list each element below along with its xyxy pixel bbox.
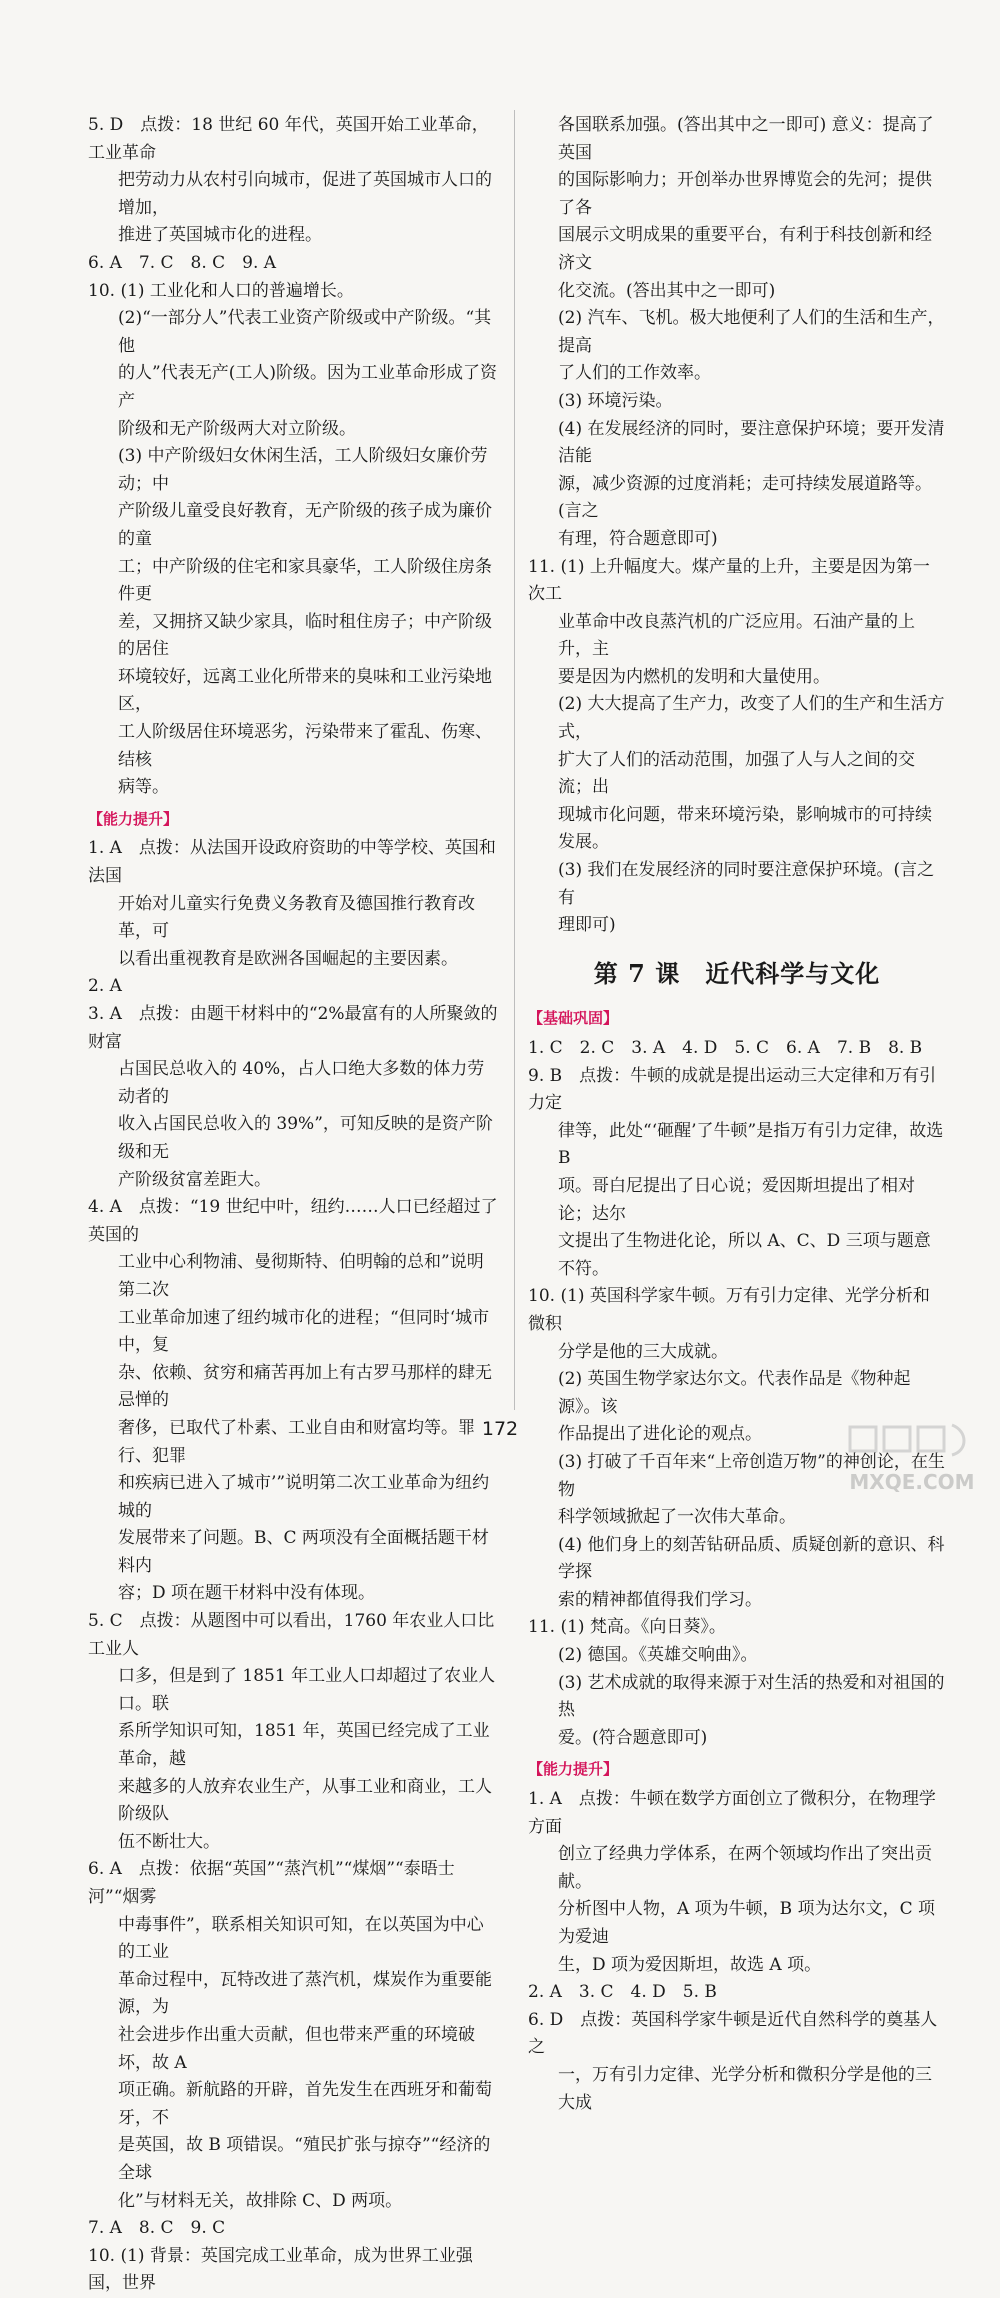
text-line: (2) 德国。《英雄交响曲》。 bbox=[558, 1645, 758, 1666]
text-line: 10. (1) 英国科学家牛顿。万有引力定律、光学分析和微积 bbox=[528, 1286, 930, 1334]
text-line: (2) 英国生物学家达尔文。代表作品是《物种起源》。该 bbox=[558, 1369, 911, 1417]
text-line: 的人”代表无产(工人)阶级。因为工业革命形成了资产 bbox=[118, 363, 497, 411]
text-line: 来越多的人放弃农业生产，从事工业和商业，工人阶级队 bbox=[118, 1776, 492, 1825]
text-line: 化交流。(答出其中之一即可) bbox=[558, 280, 776, 301]
text-line: 文提出了生物进化论，所以 A、C、D 三项与题意不符。 bbox=[558, 1231, 931, 1279]
text-line: 以看出重视教育是欧洲各国崛起的主要因素。 bbox=[118, 948, 458, 969]
text-line: 了人们的工作效率。 bbox=[558, 363, 711, 384]
text-line: (3) 艺术成就的取得来源于对生活的热爱和对祖国的热 bbox=[558, 1672, 945, 1721]
section-badge bbox=[88, 806, 500, 834]
text-line: 工业中心利物浦、曼彻斯特、伯明翰的总和”说明第二次 bbox=[118, 1252, 484, 1300]
left-column bbox=[88, 112, 500, 2298]
page-number: 172 bbox=[481, 1418, 519, 1440]
text-line: 3. A 点拨：由题干材料中的“2%最富有的人所聚敛的财富 bbox=[88, 1004, 498, 1052]
answer-item bbox=[88, 973, 500, 1001]
text-line: (3) 环境污染。 bbox=[558, 390, 673, 411]
answer-item bbox=[88, 2215, 500, 2243]
section-badge bbox=[528, 1005, 946, 1033]
text-line: 1. A 点拨：从法国开设政府资助的中等学校、英国和法国 bbox=[88, 838, 496, 887]
text-line: 收入占国民总收入的 39%”，可知反映的是资产阶级和无 bbox=[118, 1114, 493, 1162]
text-line: 国展示文明成果的重要平台，有利于科技创新和经济文 bbox=[558, 225, 932, 273]
text-line: 发展带来了问题。B、C 两项没有全面概括题干材料内 bbox=[118, 1528, 489, 1576]
text-line: 1. C 2. C 3. A 4. D 5. C 6. A 7. B 8. B bbox=[528, 1038, 923, 1058]
text-line: 2. A 3. C 4. D 5. B bbox=[528, 1982, 717, 2003]
text-line: 各国联系加强。(答出其中之一即可) 意义：提高了英国 bbox=[558, 115, 934, 163]
text-line: 10. (1) 工业化和人口的普遍增长。 bbox=[88, 280, 354, 301]
svg-text:MXQE.COM: MXQE.COM bbox=[849, 1470, 975, 1494]
text-line: 11. (1) 梵高。《向日葵》。 bbox=[528, 1617, 726, 1638]
answer-item bbox=[528, 554, 946, 940]
column-divider bbox=[514, 110, 515, 1410]
text-line: 扩大了人们的活动范围，加强了人与人之间的交流；出 bbox=[558, 749, 915, 798]
answer-item bbox=[528, 112, 946, 554]
text-line: 工人阶级居住环境恶劣，污染带来了霍乱、伤寒、结核 bbox=[118, 722, 492, 770]
text-line: 口多，但是到了 1851 年工业人口却超过了农业人口。联 bbox=[118, 1666, 496, 1714]
answer-item bbox=[88, 1194, 500, 1608]
answer-item bbox=[88, 1856, 500, 2215]
text-line: 项。哥白尼提出了日心说；爱因斯坦提出了相对论；达尔 bbox=[558, 1175, 915, 1224]
text-line: 6. A 7. C 8. C 9. A bbox=[88, 252, 277, 273]
answer-item bbox=[88, 2243, 500, 2298]
text-line: 11. (1) 上升幅度大。煤产量的上升，主要是因为第一次工 bbox=[528, 556, 930, 605]
text-line: 律等，此处“‘砸醒’了牛顿”是指万有引力定律，故选 B bbox=[558, 1120, 944, 1169]
text-line: 和疾病已进入了城市’”说明第二次工业革命为纽约城的 bbox=[118, 1473, 490, 1521]
text-line: 中毒事件”，联系相关知识可知，在以英国为中心的工业 bbox=[118, 1914, 484, 1963]
text-line: 分析图中人物，A 项为牛顿，B 项为达尔文，C 项为爱迪 bbox=[558, 1899, 935, 1947]
answer-item bbox=[528, 2007, 946, 2117]
text-line: 【能力提升】 bbox=[88, 809, 179, 828]
text-line: 是英国，故 B 项错误。“殖民扩张与掠夺”“经济的全球 bbox=[118, 2135, 491, 2183]
text-line: 把劳动力从农村引向城市，促进了英国城市人口的增加， bbox=[118, 170, 492, 218]
text-line: 开始对儿童实行免费义务教育及德国推行教育改革，可 bbox=[118, 893, 475, 942]
text-line: (4) 在发展经济的同时，要注意保护环境；要开发清洁能 bbox=[558, 418, 945, 467]
text-line: 革命过程中，瓦特改进了蒸汽机，煤炭作为重要能源，为 bbox=[118, 1969, 492, 2018]
answer-item bbox=[528, 1035, 946, 1063]
text-line: 5. D 点拨：18 世纪 60 年代，英国开始工业革命，工业革命 bbox=[88, 115, 489, 163]
text-line: (3) 打破了千百年来“上帝创造万物”的神创论，在生物 bbox=[558, 1451, 945, 1500]
text-line: 爱。(符合题意即可) bbox=[558, 1727, 708, 1748]
lesson-title bbox=[528, 960, 946, 988]
text-line: 2. A bbox=[88, 976, 122, 997]
text-line: 【基础巩固】 bbox=[528, 1009, 619, 1028]
text-line: 的国际影响力；开创举办世界博览会的先河；提供了各 bbox=[558, 170, 932, 218]
text-line: 4. A 点拨：“19 世纪中叶，纽约……人口已经超过了英国的 bbox=[88, 1197, 498, 1245]
text-line: 7. A 8. C 9. C bbox=[88, 2218, 226, 2239]
text-line: 系所学知识可知，1851 年，英国已经完成了工业革命，越 bbox=[118, 1721, 490, 1770]
text-line: 奢侈，已取代了朴素、工业自由和财富均等。罪行、犯罪 bbox=[118, 1417, 475, 1466]
text-line: 社会进步作出重大贡献，但也带来严重的环境破坏，故 A bbox=[118, 2024, 475, 2073]
answer-item bbox=[528, 1979, 946, 2007]
text-line: 理即可) bbox=[558, 915, 616, 936]
text-line: 6. A 点拨：依据“英国”“蒸汽机”“煤烟”“泰晤士河”“烟雾 bbox=[88, 1859, 455, 1907]
answer-item bbox=[88, 250, 500, 278]
text-line: 产阶级贫富差距大。 bbox=[118, 1169, 271, 1190]
answer-item bbox=[528, 1614, 946, 1752]
right-column bbox=[528, 112, 946, 2117]
text-line: (2)“一部分人”代表工业资产阶级或中产阶级。“其他 bbox=[118, 308, 492, 356]
text-line: 作品提出了进化论的观点。 bbox=[558, 1424, 762, 1445]
text-line: 差，又拥挤又缺少家具，临时租住房子；中产阶级的居住 bbox=[118, 611, 492, 660]
text-line: (2) 汽车、飞机。极大地便利了人们的生活和生产，提高 bbox=[558, 308, 945, 356]
text-line: 【能力提升】 bbox=[528, 1760, 619, 1779]
text-line: 工业革命加速了纽约城市化的进程；“但同时‘城市中，复 bbox=[118, 1307, 490, 1356]
text-line: 产阶级儿童受良好教育，无产阶级的孩子成为廉价的童 bbox=[118, 501, 492, 549]
answer-item bbox=[88, 278, 500, 802]
text-line: (4) 他们身上的刻苦钻研品质、质疑创新的意识、科学探 bbox=[558, 1534, 945, 1583]
text-line: 病等。 bbox=[118, 777, 169, 798]
text-line: 创立了经典力学体系，在两个领域均作出了突出贡献。 bbox=[558, 1844, 932, 1892]
answer-item bbox=[528, 1786, 946, 1979]
text-line: 第 7 课 近代科学与文化 bbox=[593, 958, 881, 988]
text-line: 项正确。新航路的开辟，首先发生在西班牙和葡萄牙，不 bbox=[118, 2080, 492, 2128]
text-line: 现城市化问题，带来环境污染，影响城市的可持续发展。 bbox=[558, 804, 932, 853]
text-line: 科学领域掀起了一次伟大革命。 bbox=[558, 1507, 796, 1528]
text-line: 1. A 点拨：牛顿在数学方面创立了微积分，在物理学方面 bbox=[528, 1789, 936, 1837]
watermark-logo bbox=[842, 1417, 982, 1499]
answer-item bbox=[88, 112, 500, 250]
text-line: 一，万有引力定律、光学分析和微积分学是他的三大成 bbox=[558, 2064, 932, 2113]
section-badge bbox=[528, 1756, 946, 1784]
answer-item bbox=[88, 1608, 500, 1856]
text-line: 阶级和无产阶级两大对立阶级。 bbox=[118, 418, 356, 439]
text-line: 索的精神都值得我们学习。 bbox=[558, 1589, 762, 1610]
text-line: 占国民总收入的 40%，占人口绝大多数的体力劳动者的 bbox=[118, 1059, 485, 1107]
text-line: 伍不断壮大。 bbox=[118, 1831, 220, 1852]
text-line: 6. D 点拨：英国科学家牛顿是近代自然科学的奠基人之 bbox=[528, 2009, 938, 2058]
text-line: 要是因为内燃机的发明和大量使用。 bbox=[558, 666, 830, 687]
text-line: 业革命中改良蒸汽机的广泛应用。石油产量的上升，主 bbox=[558, 611, 915, 660]
text-line: 生，D 项为爱因斯坦，故选 A 项。 bbox=[558, 1954, 822, 1975]
text-line: 杂、依赖、贫穷和痛苦再加上有古罗马那样的肆无忌惮的 bbox=[118, 1362, 492, 1411]
text-line: 分学是他的三大成就。 bbox=[558, 1341, 728, 1362]
answer-item bbox=[88, 1001, 500, 1194]
text-line: 5. C 点拨：从题图中可以看出，1760 年农业人口比工业人 bbox=[88, 1611, 495, 1659]
text-line: 工；中产阶级的住宅和家具豪华，工人阶级住房条件更 bbox=[118, 556, 492, 605]
text-line: (3) 我们在发展经济的同时要注意保护环境。(言之有 bbox=[558, 860, 935, 908]
text-line: 源，减少资源的过度消耗；走可持续发展道路等。(言之 bbox=[558, 473, 932, 522]
text-line: 推进了英国城市化的进程。 bbox=[118, 225, 322, 246]
text-line: 10. (1) 背景：英国完成工业革命，成为世界工业强国，世界 bbox=[88, 2245, 473, 2294]
text-line: 9. B 点拨：牛顿的成就是提出运动三大定律和万有引力定 bbox=[528, 1065, 937, 1114]
text-line: (3) 中产阶级妇女休闲生活，工人阶级妇女廉价劳动；中 bbox=[118, 446, 488, 494]
text-line: (2) 大大提高了生产力，改变了人们的生产和生活方式， bbox=[558, 694, 945, 743]
answer-item bbox=[528, 1063, 946, 1284]
answer-item bbox=[88, 835, 500, 973]
text-line: 容；D 项在题干材料中没有体现。 bbox=[118, 1583, 376, 1604]
text-line: 环境较好，远离工业化所带来的臭味和工业污染地区， bbox=[118, 666, 492, 715]
text-line: 化”与材料无关，故排除 C、D 两项。 bbox=[118, 2190, 403, 2211]
text-line: 有理，符合题意即可) bbox=[558, 528, 718, 549]
